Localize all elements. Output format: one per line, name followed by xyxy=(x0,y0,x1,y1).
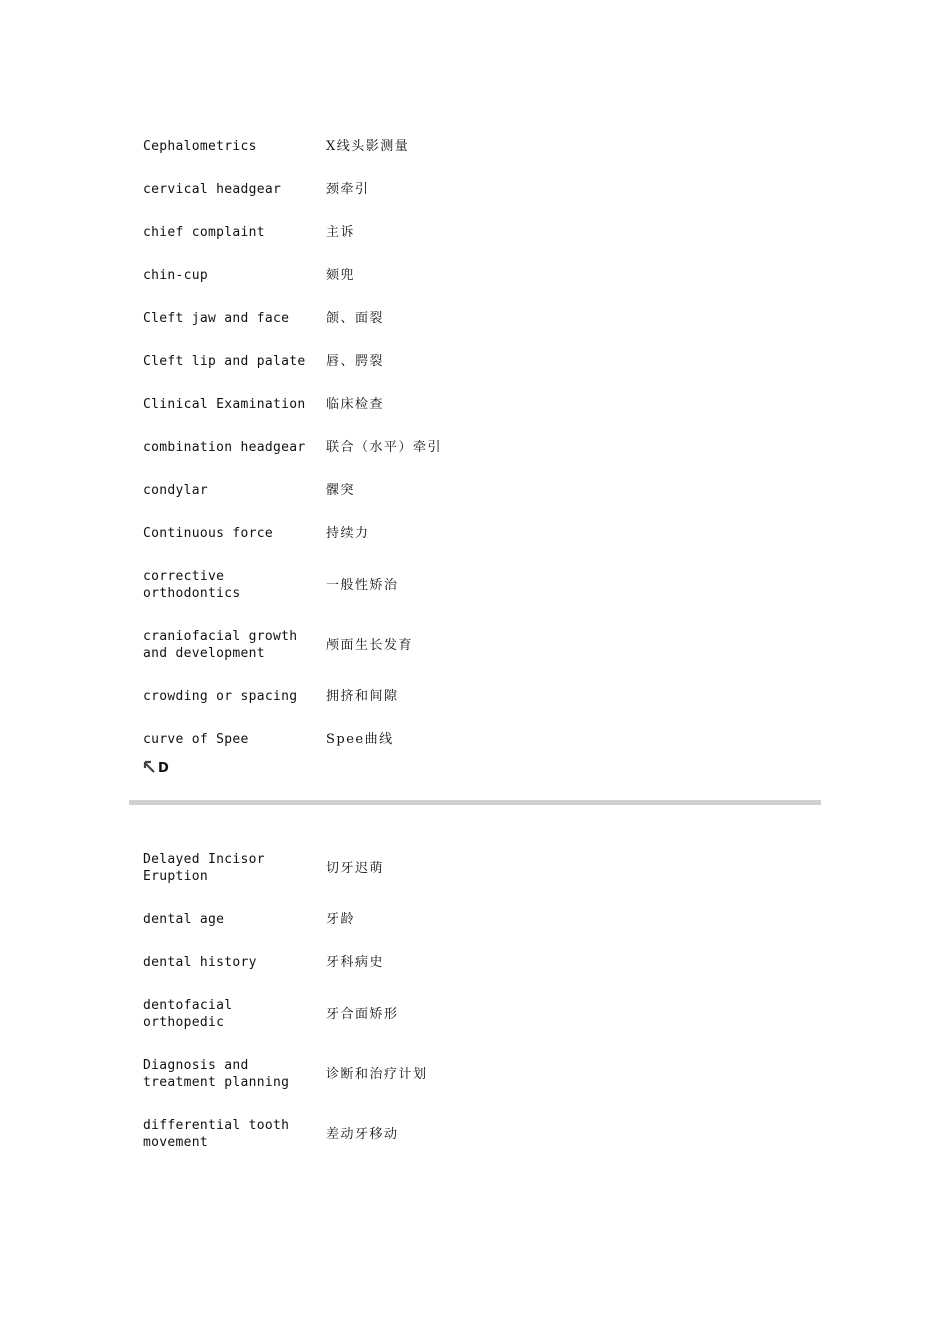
term-chinese: 唇、腭裂 xyxy=(326,354,385,369)
table-row xyxy=(143,211,463,254)
term-english: Continuous force xyxy=(143,526,274,541)
term-english: chin-cup xyxy=(143,268,209,283)
term-chinese: 颅面生长发育 xyxy=(326,637,414,653)
section-d-table xyxy=(143,838,463,1164)
table-row xyxy=(143,984,463,1044)
table-row xyxy=(143,555,463,615)
term-english: crowding or spacing xyxy=(143,689,298,704)
term-english: craniofacial growth and development xyxy=(143,629,298,661)
term-english: chief complaint xyxy=(143,225,265,240)
table-row xyxy=(143,615,463,675)
term-chinese: 联合（水平）牵引 xyxy=(326,440,443,455)
term-chinese: 差动牙移动 xyxy=(326,1126,399,1142)
term-english: Clinical Examination xyxy=(143,397,306,412)
table-row xyxy=(143,254,463,297)
term-chinese: 临床检查 xyxy=(326,397,385,412)
table-row xyxy=(143,838,463,898)
term-chinese: 牙科病史 xyxy=(326,955,385,970)
term-english: corrective orthodontics xyxy=(143,569,241,601)
term-chinese: 切牙迟萌 xyxy=(326,860,385,876)
term-chinese: 髁突 xyxy=(326,483,356,498)
table-row xyxy=(143,469,463,512)
table-row xyxy=(143,512,463,555)
term-english: cervical headgear xyxy=(143,182,282,197)
table-row xyxy=(143,718,463,761)
table-row xyxy=(143,675,463,718)
term-english: Diagnosis and treatment planning xyxy=(143,1058,290,1090)
term-chinese: 持续力 xyxy=(326,526,370,541)
table-row xyxy=(143,1044,463,1104)
term-english: Cleft lip and palate xyxy=(143,354,306,369)
term-english: condylar xyxy=(143,483,209,498)
term-chinese: 颌、面裂 xyxy=(326,311,385,326)
term-chinese: 拥挤和间隙 xyxy=(326,689,399,704)
term-english: dental age xyxy=(143,912,225,927)
term-chinese: X线头影测量 xyxy=(326,139,410,154)
table-row xyxy=(143,426,463,469)
table-row xyxy=(143,898,463,941)
section-c-table xyxy=(143,125,463,761)
term-chinese: 牙合面矫形 xyxy=(326,1006,399,1022)
term-chinese: 颏兜 xyxy=(326,268,356,283)
section-d-marker[interactable] xyxy=(143,758,169,778)
table-row xyxy=(143,941,463,984)
term-english: Cephalometrics xyxy=(143,139,257,154)
table-row xyxy=(143,340,463,383)
table-row xyxy=(143,125,463,168)
term-english: combination headgear xyxy=(143,440,306,455)
term-english: Delayed Incisor Eruption xyxy=(143,852,265,884)
term-chinese: Spee曲线 xyxy=(326,732,394,747)
table-row xyxy=(143,383,463,426)
term-english: curve of Spee xyxy=(143,732,249,747)
term-chinese: 诊断和治疗计划 xyxy=(326,1066,428,1082)
term-english: dental history xyxy=(143,955,257,970)
term-chinese: 一般性矫治 xyxy=(326,577,399,593)
section-letter: D xyxy=(158,760,169,776)
term-chinese: 牙龄 xyxy=(326,912,356,927)
term-chinese: 颈牵引 xyxy=(326,182,370,197)
term-english: Cleft jaw and face xyxy=(143,311,290,326)
table-row xyxy=(143,168,463,211)
section-divider xyxy=(129,800,821,805)
term-english: dentofacial orthopedic xyxy=(143,998,233,1030)
term-chinese: 主诉 xyxy=(326,225,356,240)
table-row xyxy=(143,297,463,340)
term-english: differential tooth movement xyxy=(143,1118,290,1150)
up-left-arrow-icon xyxy=(143,760,157,776)
table-row xyxy=(143,1104,463,1164)
